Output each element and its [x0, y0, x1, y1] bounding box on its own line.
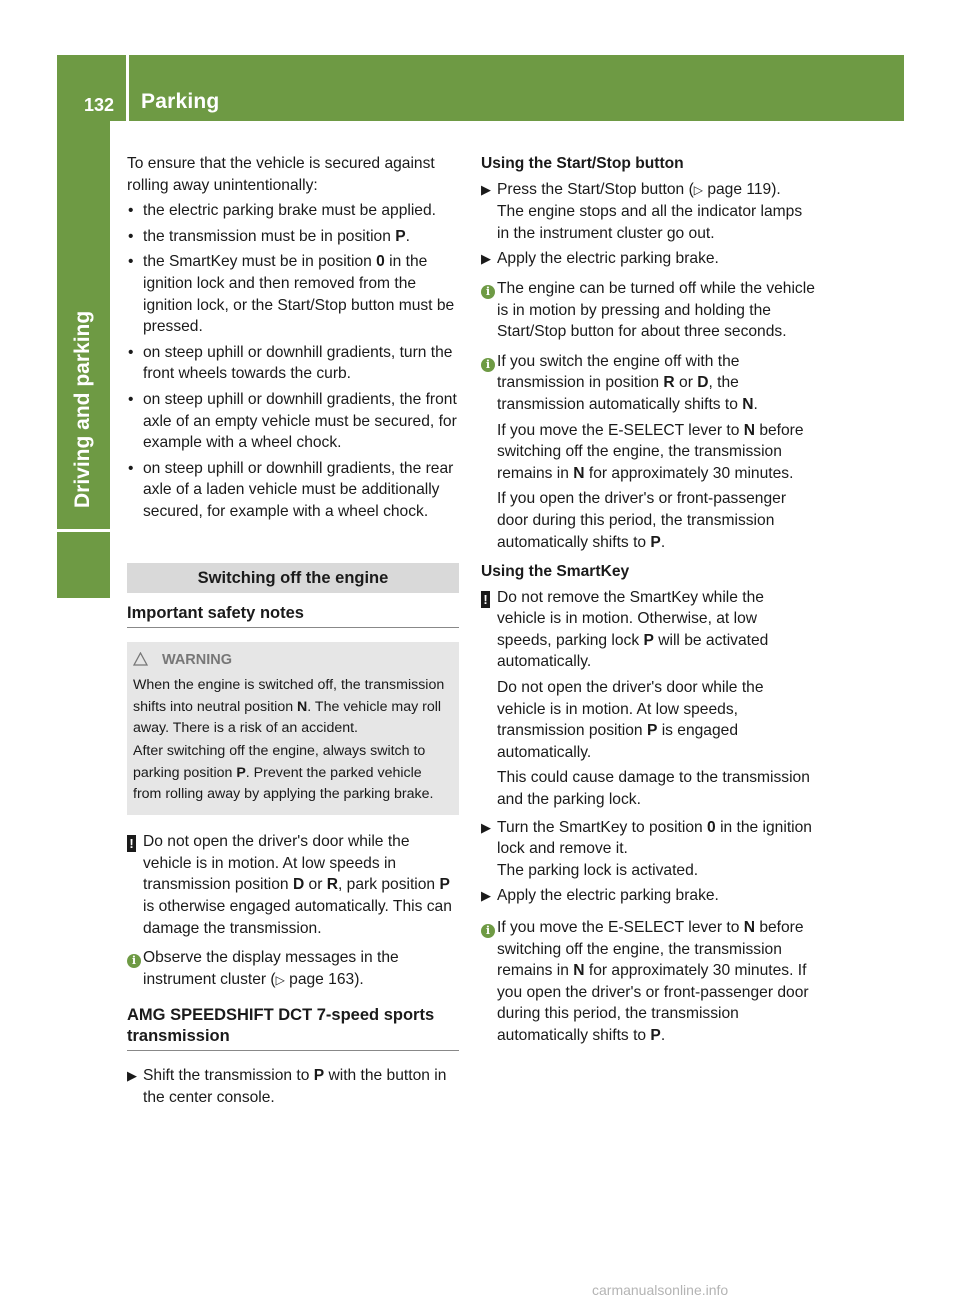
page-ref-arrow: ▷ — [693, 182, 703, 197]
step-arrow-icon: ▶ — [481, 251, 491, 267]
left-column — [127, 153, 459, 1113]
chapter-label-text: Driving and parking — [71, 310, 94, 508]
info-note-continued: If you open the driver's or front-passenger door during this period, the transmission automatically shifts to P. — [497, 490, 787, 551]
step-arrow-icon: ▶ — [481, 181, 491, 197]
info-note: i If you switch the engine off with the transmission in position R or D, the transmission automatically shifts to N. — [481, 351, 815, 416]
info-icon: i — [127, 949, 140, 966]
bullet-icon: • — [128, 202, 134, 220]
exclamation-icon: ! — [481, 589, 494, 606]
info-note: i The engine can be turned off while the vehicle is in motion by pressing and holding the Start/Stop button for about three seconds. — [481, 278, 815, 343]
step-item: ▶ Turn the SmartKey to position 0 in the ignition lock and remove it. The parking lock is activated. — [481, 818, 812, 879]
caution-note: ! Do not remove the SmartKey while the vehicle is in motion. Otherwise, at low speeds, parking lock P will be activated automatically. — [481, 587, 815, 673]
amg-heading: AMG SPEEDSHIFT DCT 7-speed sports transmission — [127, 1005, 459, 1051]
watermark: carmanualsonline.info — [592, 1282, 729, 1298]
bullet-icon: • — [128, 343, 134, 361]
warning-box — [127, 642, 459, 815]
warning-text: After switching off the engine, always switch to parking position P. Prevent the parked vehicle from rolling away by applying the parking brake. — [133, 743, 434, 802]
exclamation-icon: ! — [127, 833, 140, 850]
caution-note-continued: This could cause damage to the transmission and the parking lock. — [497, 769, 810, 809]
list-item: • on steep uphill or downhill gradients, the rear axle of a laden vehicle must be additionally secured, for example with a wheel chock. — [128, 459, 454, 520]
header-separator — [126, 55, 129, 121]
info-note-continued: If you move the E-SELECT lever to N before switching off the engine, the transmission remains in N for approximately 30 minutes. — [497, 421, 804, 482]
step-arrow-icon: ▶ — [481, 888, 491, 904]
list-item: • the transmission must be in position P. — [127, 226, 459, 248]
subheading-start-stop: Using the Start/Stop button — [481, 155, 684, 172]
right-column — [481, 153, 815, 1051]
bullet-icon: • — [128, 227, 134, 245]
list-item: • on steep uphill or downhill gradients, turn the front wheels towards the curb. — [128, 343, 453, 383]
list-item: • the SmartKey must be in position 0 in the ignition lock and then removed from the ignition lock, or the Start/Stop button must be pressed. — [128, 253, 455, 336]
step-item: ▶ Apply the electric parking brake. — [481, 248, 815, 270]
caution-note-continued: Do not open the driver's door while the vehicle is in motion. At low speeds, transmission position P is engaged automatically. — [497, 679, 764, 761]
info-note: i If you move the E-SELECT lever to N before switching off the engine, the transmission remains in N for approximately 30 minutes. If you open the driver's or front-passenger door during this period, the transmission automatically shifts to P. — [481, 917, 815, 1047]
page-ref-arrow: ▷ — [275, 972, 285, 987]
caution-note: ! Do not open the driver's door while the vehicle is in motion. At low speeds in transmission position D or R, park position P is otherwise engaged automatically. This can damage the transmission. — [127, 831, 459, 939]
warning-title: WARNING — [161, 652, 233, 669]
info-icon: i — [481, 280, 494, 297]
bullet-icon: • — [128, 459, 134, 477]
list-item: • on steep uphill or downhill gradients, the front axle of an empty vehicle must be secured, for example with a wheel chock. — [128, 390, 457, 452]
step-item: ▶ Apply the electric parking brake. — [481, 885, 815, 907]
subheading-smartkey: Using the SmartKey — [481, 563, 630, 581]
warning-text: When the engine is switched off, the transmission shifts into neutral position N. The vehicle may roll away. There is a risk of an accident. — [133, 677, 445, 736]
info-icon: i — [481, 353, 494, 370]
list-item: • the electric parking brake must be applied. — [127, 200, 459, 222]
chapter-sidebar-tab — [57, 532, 110, 598]
info-icon: i — [481, 919, 494, 936]
section-heading: Switching off the engine — [127, 563, 459, 594]
intro-text: To ensure that the vehicle is secured against rolling away unintentionally: — [127, 155, 435, 194]
step-arrow-icon: ▶ — [481, 819, 491, 835]
info-note: i Observe the display messages in the instrument cluster (▷ page 163). — [127, 947, 459, 991]
bullet-icon: • — [128, 390, 134, 408]
step-item: ▶ Shift the transmission to P with the button in the center console. — [127, 1067, 447, 1106]
step-arrow-icon: ▶ — [127, 1068, 137, 1084]
bullet-icon: • — [128, 253, 134, 271]
chapter-label — [71, 310, 95, 508]
page-number: 132 — [84, 95, 115, 115]
step-item: ▶ Press the Start/Stop button (▷ page 119). The engine stops and all the indicator lamps in the instrument cluster go out. — [481, 180, 803, 242]
warning-triangle-icon — [133, 652, 148, 666]
subheading: Important safety notes — [127, 603, 459, 628]
section-title: Parking — [141, 90, 220, 113]
